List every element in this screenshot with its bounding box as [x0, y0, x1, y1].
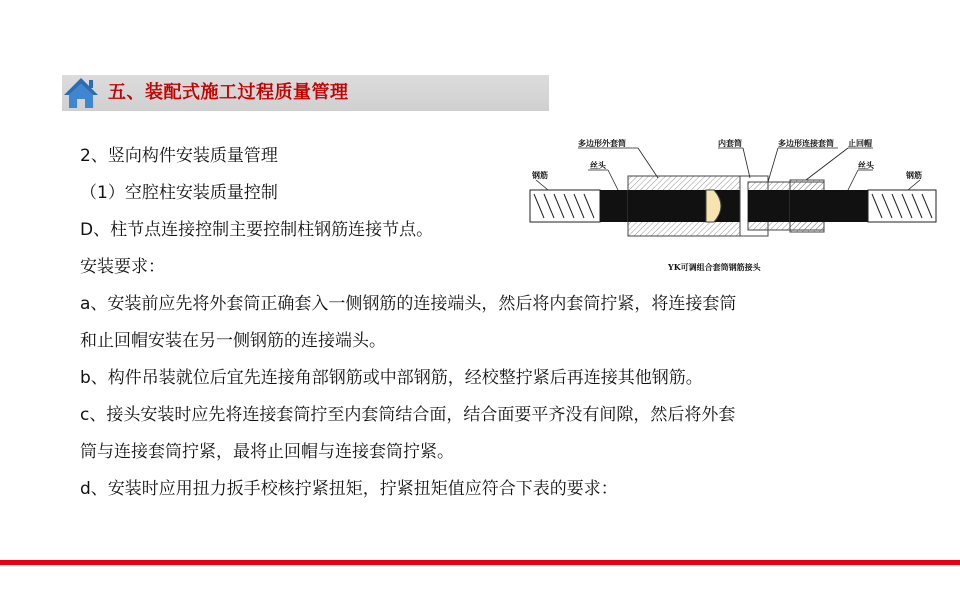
paragraph-line: a、安装前应先将外套筒正确套入一侧钢筋的连接端头，然后将内套筒拧紧，将连接套筒 [80, 294, 737, 314]
section-title: 五、装配式施工过程质量管理 [108, 82, 349, 103]
label-rebar-right: 钢筋 [906, 170, 922, 180]
label-check-cap: 止回帽 [848, 138, 872, 148]
label-inner-sleeve: 内套筒 [718, 138, 742, 148]
sub-subheading: （1）空腔柱安装质量控制 [80, 183, 278, 203]
rebar-coupler-diagram [528, 138, 938, 278]
paragraph-line: 安装要求： [80, 257, 165, 277]
paragraph-line: 筒与连接套筒拧紧，最将止回帽与连接套筒拧紧。 [80, 442, 454, 462]
label-outer-sleeve: 多边形外套筒 [578, 138, 626, 148]
paragraph-line: D、柱节点连接控制主要控制柱钢筋连接节点。 [80, 220, 434, 240]
diagram-caption: YK可调组合套筒钢筋接头 [668, 262, 761, 272]
label-thread-left: 丝头 [590, 160, 606, 170]
paragraph-line: b、构件吊装就位后宜先连接角部钢筋或中部钢筋，经校整拧紧后再连接其他钢筋。 [80, 368, 703, 388]
label-connecting-sleeve: 多边形连接套筒 [778, 138, 834, 148]
footer-divider [0, 560, 960, 565]
subheading: 2、竖向构件安装质量管理 [80, 146, 278, 166]
rebar-left-graphic [530, 190, 600, 222]
rebar-right-graphic [868, 190, 936, 222]
paragraph-line: 和止回帽安装在另一侧钢筋的连接端头。 [80, 331, 386, 351]
paragraph-line: d、安装时应用扭力扳手校核拧紧扭矩，拧紧扭矩值应符合下表的要求： [80, 479, 618, 499]
label-rebar-left: 钢筋 [532, 170, 548, 180]
label-thread-right: 丝头 [858, 160, 874, 170]
home-icon [62, 75, 100, 111]
paragraph-line: c、接头安装时应先将连接套筒拧至内套筒结合面，结合面要平齐没有间隙，然后将外套 [80, 405, 736, 425]
thread-right-graphic [824, 190, 868, 222]
